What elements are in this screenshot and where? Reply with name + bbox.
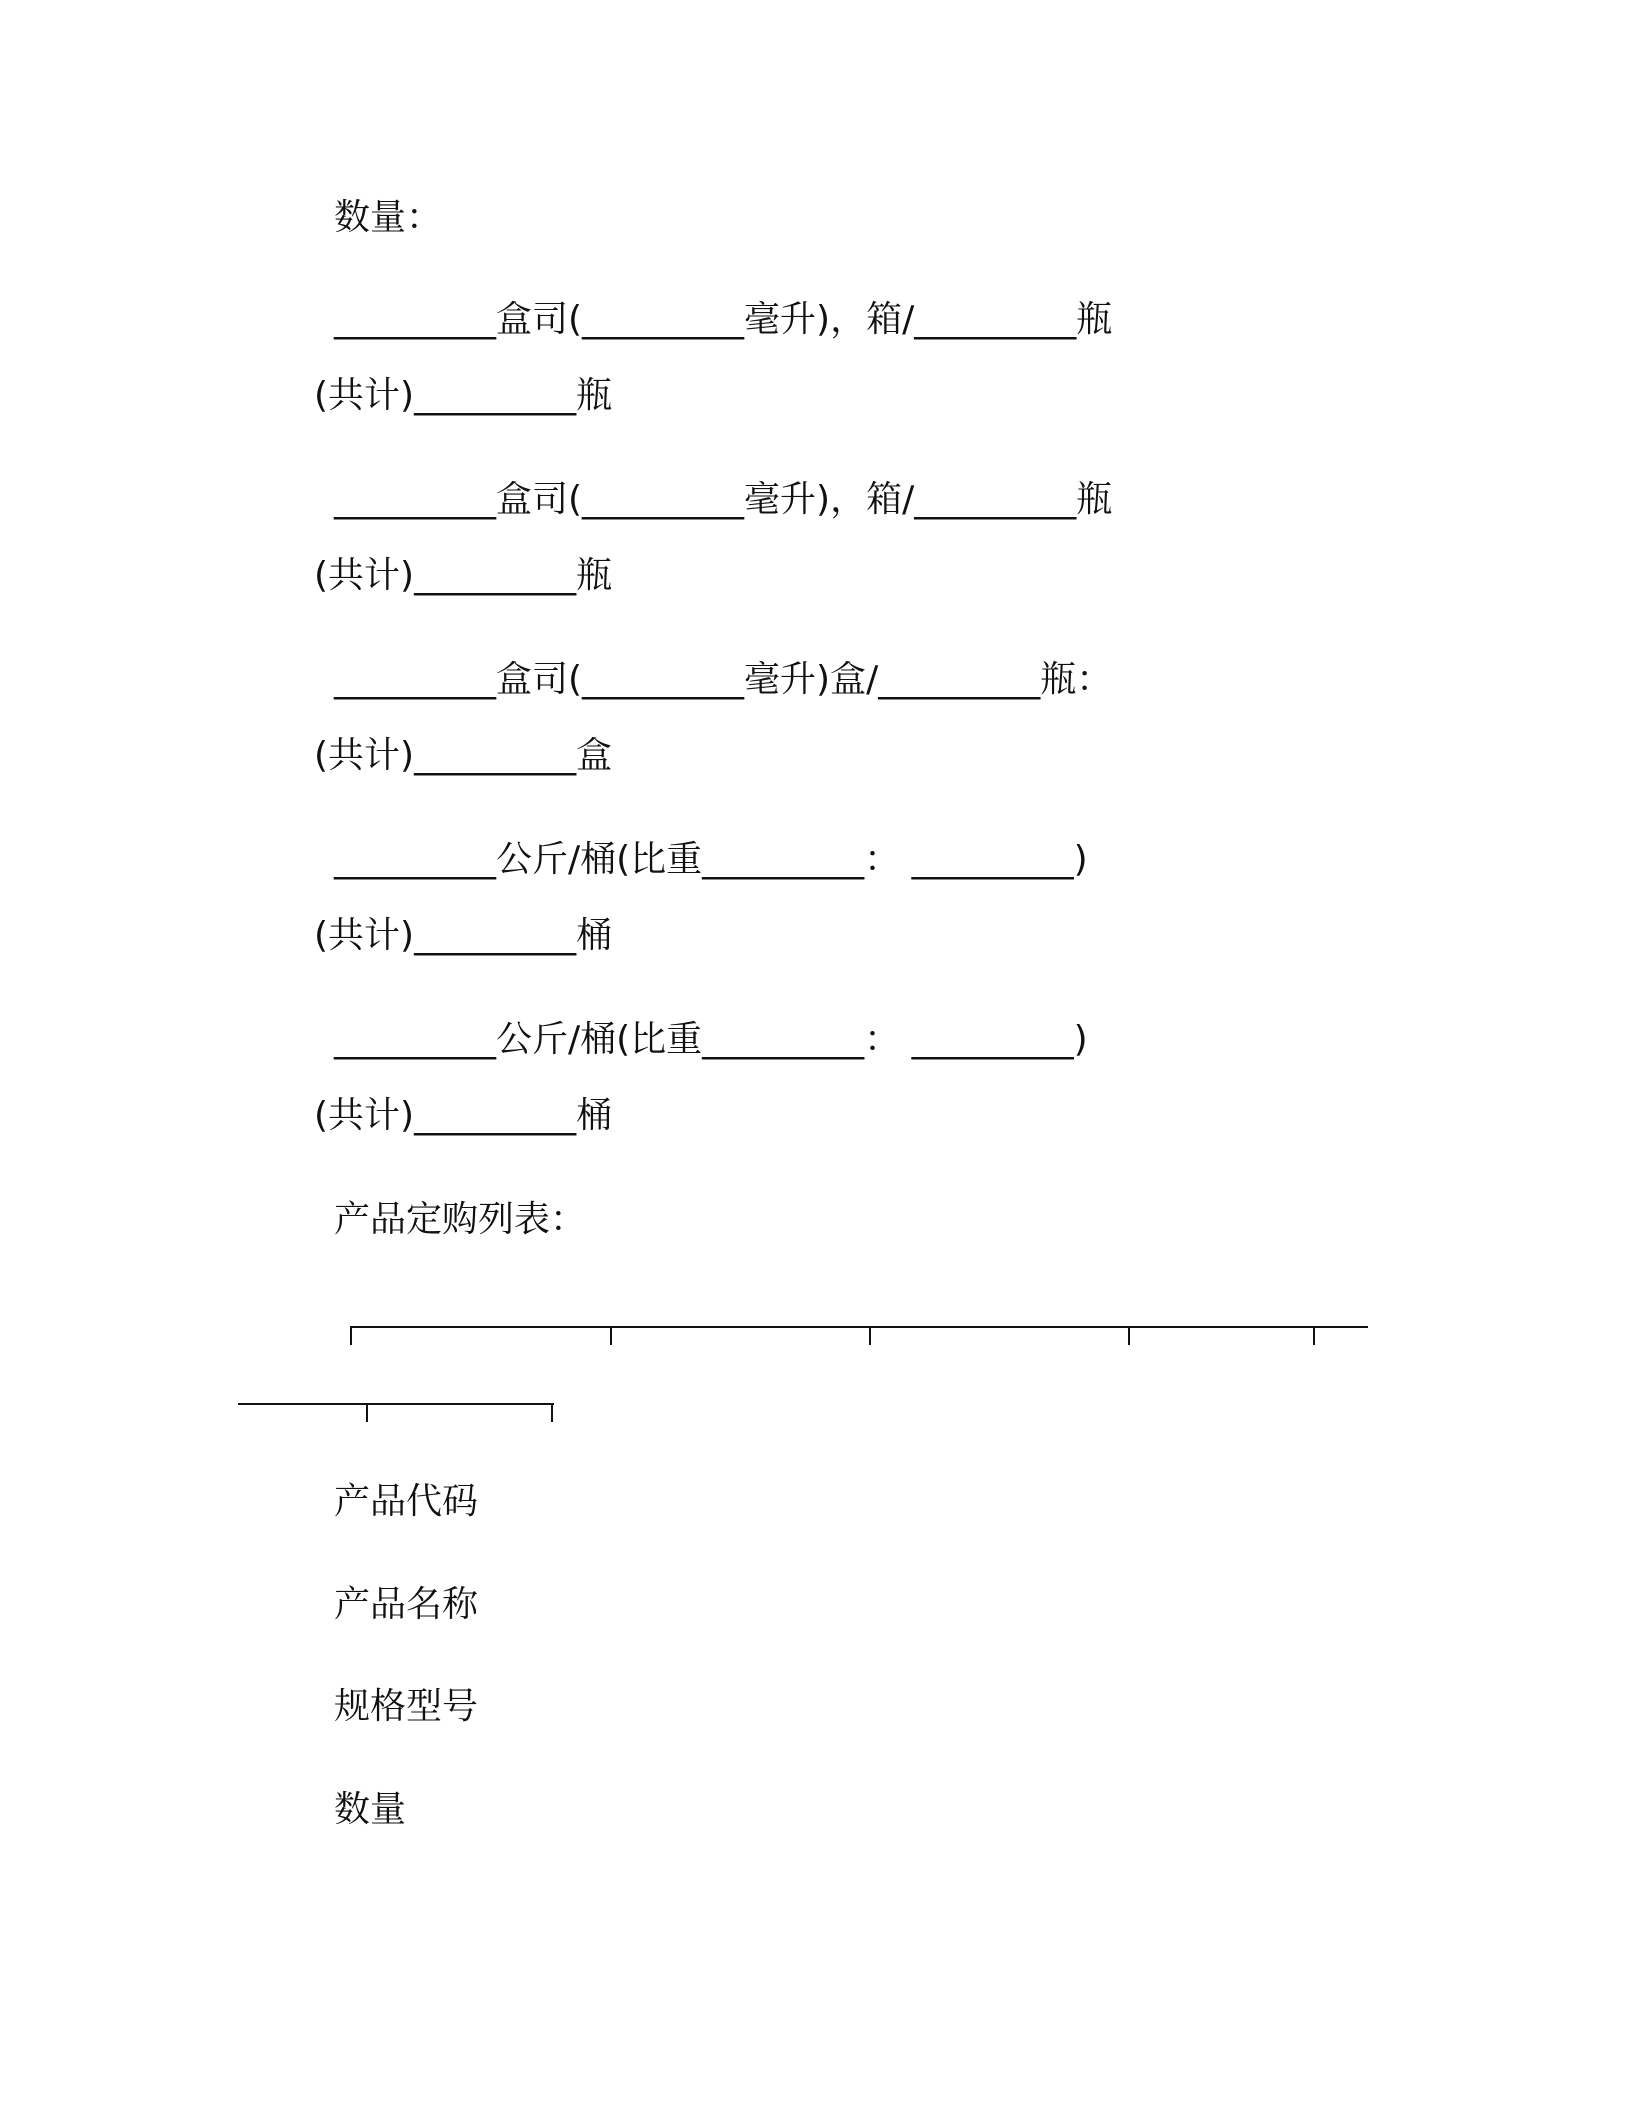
table-col-tick-1: [350, 1326, 352, 1345]
entry-5-line-2: (共计)_________桶: [314, 1095, 613, 1136]
table-col-tick-3: [869, 1326, 871, 1345]
table-col-tick-5: [1313, 1326, 1315, 1345]
table-field-1: 产品代码: [334, 1481, 479, 1522]
table-field-3: 规格型号: [334, 1686, 479, 1727]
entry-1-line-1: _________盒司(_________毫升)，箱/_________瓶: [334, 299, 1113, 340]
entry-4-line-1: _________公斤/桶(比重_________： _________): [334, 839, 1088, 880]
table-field-4: 数量: [334, 1789, 407, 1830]
entry-2-line-2: (共计)_________瓶: [314, 555, 613, 596]
entry-4-line-2: (共计)_________桶: [314, 915, 613, 956]
table-col-tick-4: [1128, 1326, 1130, 1345]
table-col-tick-7: [551, 1403, 553, 1422]
table-top-rule: [350, 1326, 1368, 1328]
entry-3-line-1: _________盒司(_________毫升)盒/_________瓶：: [334, 659, 1113, 700]
entry-2-line-1: _________盒司(_________毫升)，箱/_________瓶: [334, 479, 1113, 520]
entry-3-line-2: (共计)_________盒: [314, 735, 613, 776]
table-continuation-rule: [238, 1403, 554, 1405]
entry-1-line-2: (共计)_________瓶: [314, 375, 613, 416]
table-col-tick-6: [366, 1403, 368, 1422]
order-list-heading: 产品定购列表：: [334, 1199, 587, 1240]
quantity-heading: 数量：: [334, 197, 443, 238]
table-col-tick-2: [610, 1326, 612, 1345]
table-field-2: 产品名称: [334, 1584, 479, 1625]
entry-5-line-1: _________公斤/桶(比重_________： _________): [334, 1019, 1088, 1060]
